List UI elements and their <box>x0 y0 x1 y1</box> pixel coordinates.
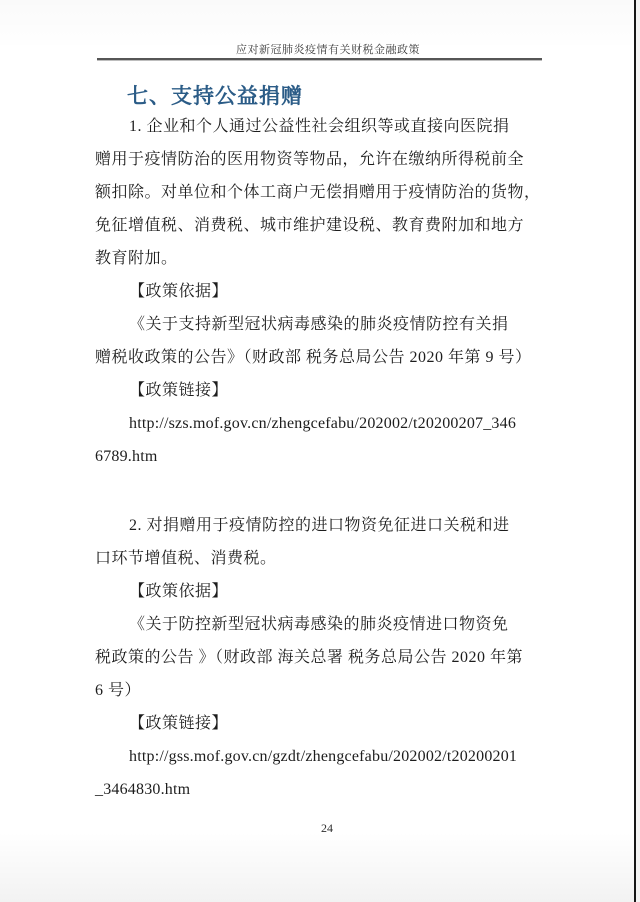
policy-link-url: _3464830.htm <box>95 781 191 798</box>
policy-basis-line: 《关于防控新型冠状病毒感染的肺炎疫情进口物资免 <box>129 616 509 633</box>
section-title: 七、支持公益捐赠 <box>127 85 303 108</box>
policy-basis-label: 【政策依据】 <box>129 283 229 300</box>
paragraph-line: 2. 对捐赠用于疫情防控的进口物资免征进口关税和进 <box>129 517 510 534</box>
paragraph-line: 赠用于疫情防治的医用物资等物品，允许在缴纳所得税前全 <box>95 151 525 168</box>
policy-item-2 <box>95 509 547 806</box>
page-number: 24 <box>321 821 333 835</box>
policy-link-url: 6789.htm <box>95 448 158 465</box>
policy-link-url: http://gss.mof.gov.cn/gzdt/zhengcefabu/202002/t20200201 <box>129 748 518 765</box>
running-header-title: 应对新冠肺炎疫情有关财税金融政策 <box>236 44 420 56</box>
policy-basis-line: 6 号） <box>95 682 142 699</box>
policy-basis-line: 税政策的公告 》（财政部 海关总署 税务总局公告 2020 年第 <box>95 649 524 666</box>
policy-link-url: http://szs.mof.gov.cn/zhengcefabu/202002/t20200207_346 <box>129 415 517 432</box>
policy-basis-line: 赠税收政策的公告》（财政部 税务总局公告 2020 年第 9 号） <box>95 349 532 366</box>
paragraph-line: 免征增值税、消费税、城市维护建设税、教育费附加和地方 <box>95 217 525 234</box>
policy-item-1 <box>95 110 547 473</box>
policy-basis-line: 《关于支持新型冠状病毒感染的肺炎疫情防控有关捐 <box>129 316 509 333</box>
paragraph-line: 口环节增值税、消费税。 <box>95 550 277 567</box>
paragraph-line: 1. 企业和个人通过公益性社会组织等或直接向医院捐 <box>129 118 510 135</box>
document-body <box>95 110 547 806</box>
policy-link-label: 【政策链接】 <box>129 382 229 399</box>
paragraph-line: 额扣除。对单位和个体工商户无偿捐赠用于疫情防治的货物， <box>95 184 541 201</box>
paragraph-line: 教育附加。 <box>95 250 178 267</box>
page-edge-margin <box>636 0 640 902</box>
policy-link-label: 【政策链接】 <box>129 715 229 732</box>
policy-basis-label: 【政策依据】 <box>129 583 229 600</box>
header-rule-divider <box>97 58 542 61</box>
